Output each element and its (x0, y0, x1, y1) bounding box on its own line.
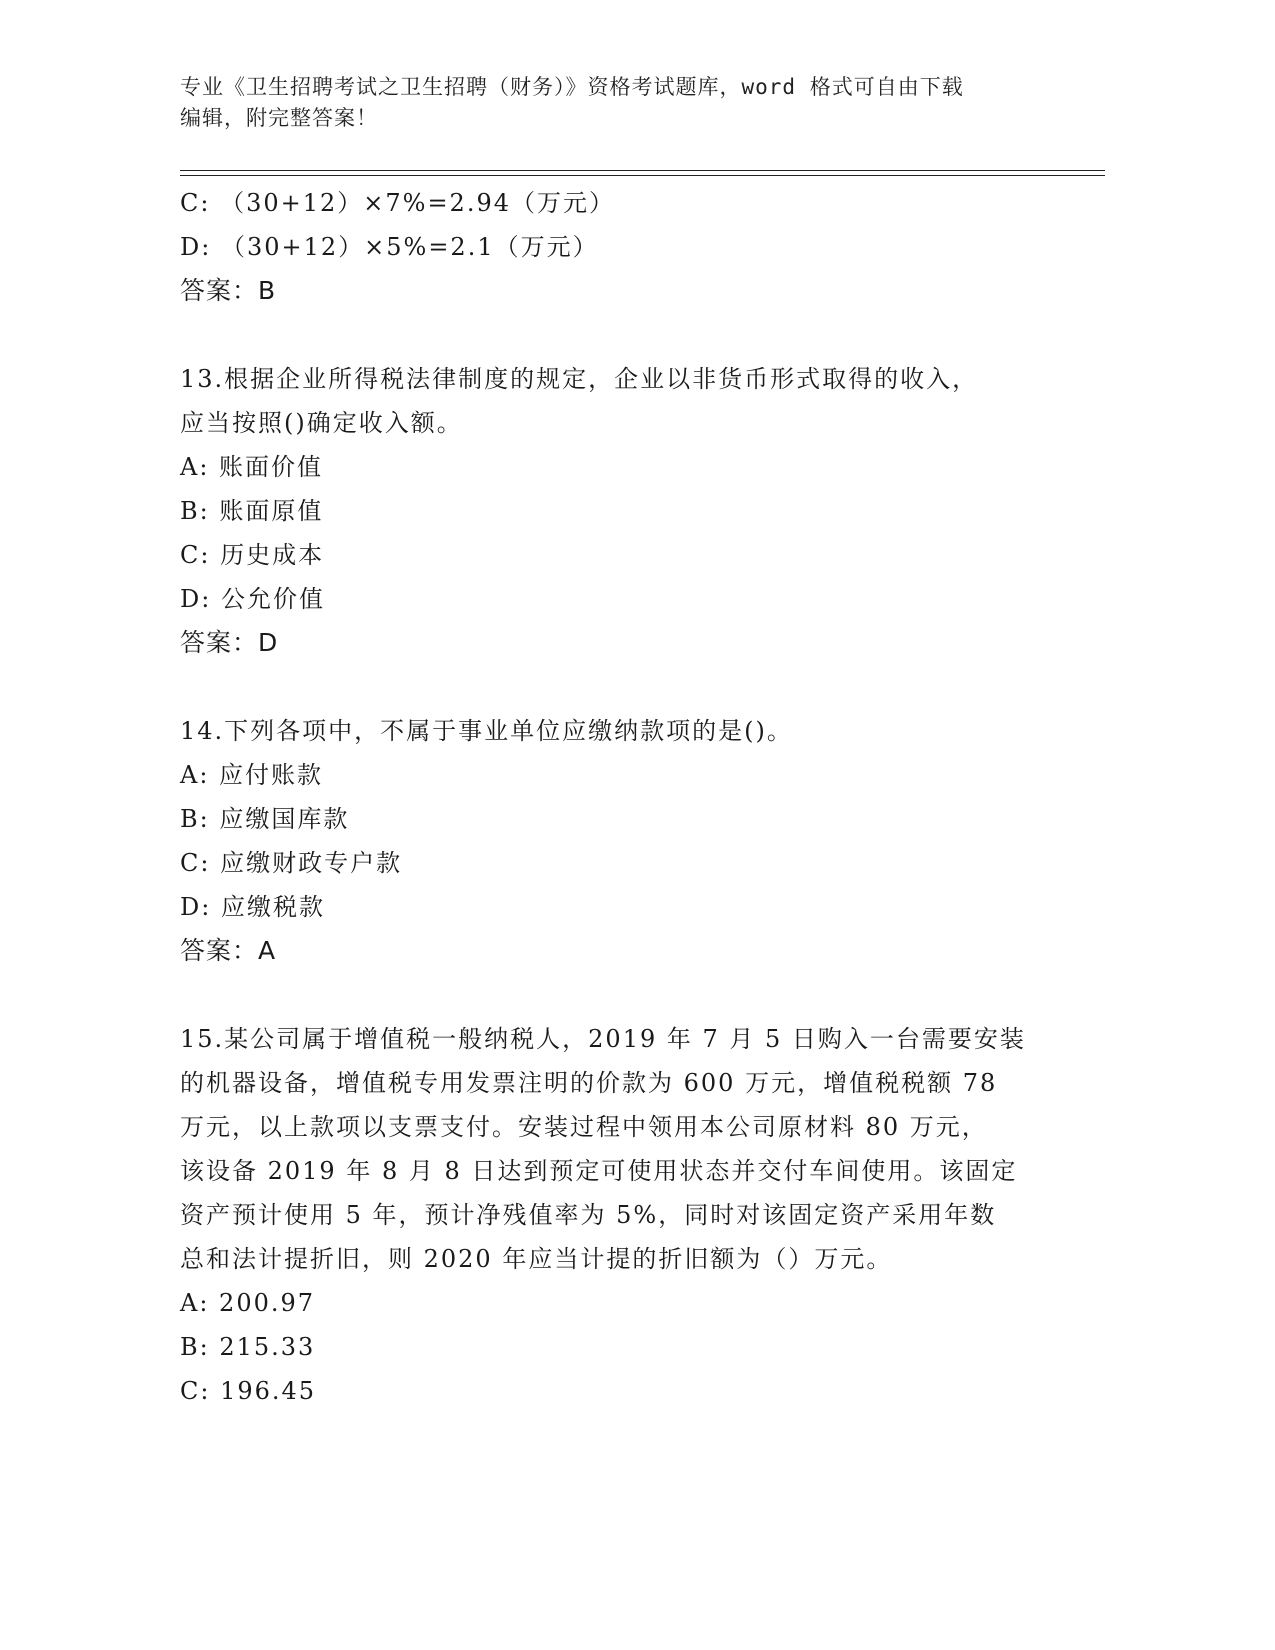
option-d: D: 应缴税款 (180, 893, 325, 921)
stem-line: 的机器设备，增值税专用发票注明的价款为 600 万元，增值税税额 78 (180, 1069, 998, 1097)
question-12-tail (180, 181, 1040, 313)
header-line-1: 专业《卫生招聘考试之卫生招聘（财务）》资格考试题库，word 格式可自由下载 (180, 75, 964, 99)
stem-line: 总和法计提折旧，则 2020 年应当计提的折旧额为（）万元。 (180, 1245, 893, 1273)
option-c: C: 196.45 (180, 1377, 317, 1405)
stem-line: 应当按照()确定收入额。 (180, 409, 463, 437)
stem-line: 该设备 2019 年 8 月 8 日达到预定可使用状态并交付车间使用。该固定 (180, 1157, 1018, 1185)
stem-line: 14.下列各项中，不属于事业单位应缴纳款项的是()。 (180, 717, 793, 745)
stem-line: 13.根据企业所得税法律制度的规定，企业以非货币形式取得的收入， (180, 365, 979, 393)
stem-line: 资产预计使用 5 年，预计净残值率为 5%，同时对该固定资产采用年数 (180, 1201, 997, 1229)
option-b: B: 账面原值 (180, 497, 324, 525)
option-b: B: 215.33 (180, 1333, 316, 1361)
option-c: C: 历史成本 (180, 541, 325, 569)
answer-line: 答案：A (180, 936, 277, 965)
option-a: A: 应付账款 (180, 761, 324, 789)
question-stem (180, 709, 1040, 753)
document-header (180, 72, 1040, 134)
question-15 (180, 1017, 1040, 1413)
header-divider-top (180, 170, 1105, 171)
stem-line: 万元，以上款项以支票支付。安装过程中领用本公司原材料 80 万元， (180, 1113, 988, 1141)
question-stem (180, 1017, 1040, 1281)
question-content (180, 181, 1040, 1413)
header-line-2: 编辑，附完整答案！ (180, 106, 378, 130)
header-divider-bottom (180, 175, 1105, 176)
option-b: B: 应缴国库款 (180, 805, 350, 833)
option-a: A: 200.97 (180, 1289, 316, 1317)
option-c: C: 应缴财政专户款 (180, 849, 403, 877)
question-14 (180, 709, 1040, 973)
option-d: D: 公允价值 (180, 585, 325, 613)
answer-line: 答案：B (180, 276, 277, 305)
option-a: A: 账面价值 (180, 453, 324, 481)
answer-line: 答案：D (180, 628, 279, 657)
stem-line: 15.某公司属于增值税一般纳税人，2019 年 7 月 5 日购入一台需要安装 (180, 1025, 1026, 1053)
question-stem (180, 357, 1040, 445)
option-c: C: （30+12）×7%=2.94（万元） (180, 189, 615, 217)
question-13 (180, 357, 1040, 665)
option-d: D: （30+12）×5%=2.1（万元） (180, 233, 599, 261)
